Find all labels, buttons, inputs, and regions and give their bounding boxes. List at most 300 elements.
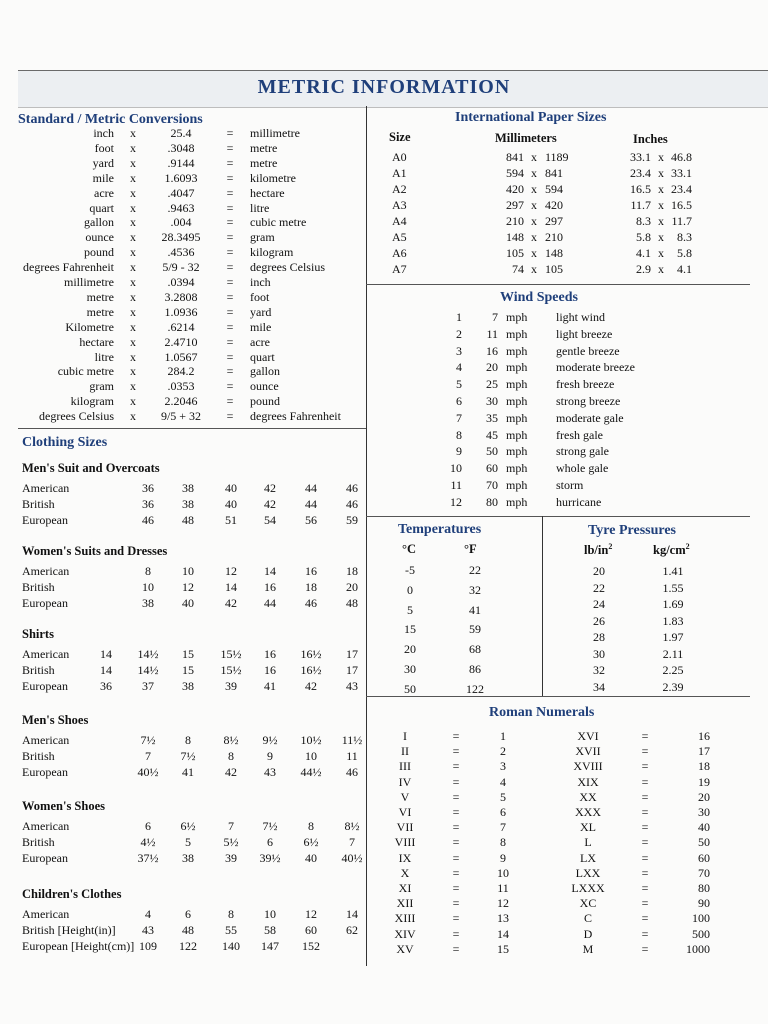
clothing-group-title: Shirts [22, 627, 54, 641]
arabic-number: 19 [698, 774, 710, 789]
kg-value: 2.25 [662, 663, 684, 677]
fahrenheit-value: 41 [469, 602, 481, 617]
to-unit: quart [250, 349, 275, 364]
size-value: 20 [346, 580, 358, 594]
size-value: 14 [100, 647, 112, 661]
paper-row [0, 150, 768, 165]
celsius-value: -5 [405, 563, 415, 577]
equals-sign: = [226, 364, 234, 379]
factor: 284.2 [167, 364, 195, 379]
kg-value: 1.69 [662, 597, 684, 611]
size-value: 8½ [223, 733, 239, 747]
lb-value: 30 [593, 646, 605, 661]
size-value: 54 [264, 513, 276, 527]
tyre-row [0, 630, 768, 645]
roman-equals: = [641, 881, 649, 895]
size-value: 48 [182, 923, 194, 937]
roman-equals: = [641, 805, 649, 819]
tyre-row [0, 564, 768, 579]
size-value: 8 [228, 907, 234, 921]
kg-value: 1.55 [662, 580, 684, 595]
size-value: 55 [225, 923, 237, 937]
equals-sign: = [226, 349, 234, 364]
celsius-value: 30 [404, 662, 416, 676]
mm-width: 105 [506, 246, 524, 260]
wind-description: whole gale [556, 461, 609, 476]
tyre-row [0, 680, 768, 695]
size-value: 8 [185, 733, 191, 747]
to-unit: metre [250, 155, 278, 170]
roman-row-right [0, 729, 768, 744]
tyre-heading: Tyre Pressures [588, 523, 677, 538]
wind-row [0, 444, 768, 459]
lb-value: 24 [593, 597, 605, 611]
beaufort-force: 6 [456, 394, 462, 408]
size-value: 16 [264, 663, 276, 677]
in-sep: x [658, 182, 664, 196]
equals-sign: = [226, 334, 234, 349]
equals-sign: = [226, 319, 234, 334]
factor: 2.2046 [164, 394, 198, 409]
mm-height: 420 [545, 198, 563, 212]
factor: 5/9 - 32 [162, 260, 200, 275]
arabic-number: 20 [698, 789, 710, 804]
size-value: 44 [264, 596, 276, 610]
times-sign: x [130, 379, 136, 394]
celsius-value: 15 [404, 622, 416, 637]
size-label: American [22, 647, 70, 661]
size-value: 46 [305, 596, 317, 610]
from-unit: Kilometre [65, 319, 114, 334]
wind-row [0, 394, 768, 409]
from-unit: inch [93, 126, 114, 140]
roman-row-right [0, 927, 768, 942]
roman-equals: = [452, 941, 460, 956]
size-value: 15½ [220, 647, 242, 661]
paper-row [0, 182, 768, 197]
in-width: 11.7 [630, 198, 651, 212]
size-value: 7½ [262, 819, 278, 833]
beaufort-force: 1 [456, 310, 462, 324]
lb-value: 28 [593, 630, 605, 644]
size-value: 42 [225, 765, 237, 779]
arabic-number: 15 [497, 941, 509, 956]
kg-value: 1.97 [662, 630, 684, 644]
from-unit: pound [84, 245, 114, 260]
times-sign: x [130, 409, 136, 424]
paper-row [0, 246, 768, 261]
roman-numeral: XXX [575, 805, 601, 819]
roman-row-right [0, 881, 768, 896]
equals-sign: = [226, 304, 234, 319]
size-value: 38 [142, 596, 154, 610]
times-sign: x [130, 155, 136, 170]
size-label: British [Height(in)] [22, 923, 116, 937]
times-sign: x [130, 304, 136, 319]
size-value: 43 [142, 923, 154, 937]
in-width: 4.1 [636, 246, 651, 260]
wind-description: strong breeze [556, 394, 621, 408]
arabic-number: 9 [500, 850, 506, 865]
wind-speed: 60 [486, 461, 498, 476]
to-unit: degrees Celsius [250, 260, 325, 275]
beaufort-force: 3 [456, 343, 462, 358]
paper-size-header: Size [389, 130, 411, 144]
roman-equals: = [452, 729, 460, 743]
wind-unit: mph [506, 461, 528, 476]
size-value: 18 [305, 580, 317, 594]
roman-numeral: XI [398, 881, 412, 895]
wind-speed: 16 [486, 343, 498, 358]
factor: 25.4 [170, 126, 192, 140]
arabic-number: 80 [698, 881, 710, 895]
roman-numeral: XV [396, 941, 414, 956]
in-width: 5.8 [636, 230, 651, 244]
paper-mm-header: Millimeters [495, 131, 557, 145]
size-label: European [22, 596, 68, 610]
size-value: 7 [228, 819, 234, 833]
from-unit: degrees Fahrenheit [23, 260, 114, 275]
size-value: 12 [182, 580, 194, 594]
kg-value: 2.11 [662, 646, 684, 661]
from-unit: foot [94, 140, 114, 155]
size-value: 17 [346, 647, 358, 661]
roman-numeral: III [399, 759, 411, 774]
size-value: 44 [305, 497, 317, 511]
wind-speed: 80 [486, 494, 498, 509]
size-value: 48 [346, 596, 358, 610]
size-value: 42 [225, 596, 237, 610]
beaufort-force: 5 [456, 377, 462, 392]
wind-description: gentle breeze [556, 343, 620, 358]
mm-sep: x [531, 182, 537, 196]
size-value: 7½ [140, 733, 156, 747]
size-value: 44 [305, 481, 317, 495]
in-sep: x [658, 150, 664, 164]
size-value: 14½ [137, 647, 159, 661]
paper-size: A5 [392, 230, 407, 244]
arabic-number: 6 [500, 805, 506, 819]
wind-row [0, 428, 768, 443]
size-value: 37 [142, 679, 154, 693]
times-sign: x [130, 245, 136, 260]
size-label: European [22, 851, 68, 865]
roman-numeral: C [583, 911, 592, 926]
kg-value: 1.83 [662, 613, 684, 628]
mm-width: 148 [506, 230, 524, 244]
to-unit: degrees Fahrenheit [250, 409, 341, 424]
mm-width: 594 [506, 166, 524, 180]
arabic-number: 4 [500, 774, 506, 789]
roman-numeral: V [400, 789, 410, 804]
page-title: METRIC INFORMATION [257, 76, 511, 98]
wind-heading: Wind Speeds [500, 290, 578, 305]
beaufort-force: 7 [456, 410, 462, 425]
roman-numeral: IV [398, 774, 412, 789]
size-value: 38 [182, 481, 194, 495]
size-label: British [22, 580, 55, 594]
times-sign: x [130, 140, 136, 155]
lb-value: 20 [593, 564, 605, 578]
clothing-row [0, 513, 366, 528]
mm-sep: x [531, 150, 537, 164]
size-value: 36 [142, 497, 154, 511]
size-value: 9 [267, 749, 273, 763]
to-unit: kilometre [250, 170, 296, 185]
size-value: 42 [264, 481, 276, 495]
paper-size: A0 [392, 150, 407, 164]
paper-size: A6 [392, 246, 407, 260]
mm-width: 74 [512, 262, 524, 276]
arabic-number: 1 [500, 729, 506, 743]
wind-description: fresh breeze [556, 377, 615, 392]
factor: 2.4710 [164, 334, 198, 349]
paper-row [0, 166, 768, 181]
wind-row [0, 360, 768, 375]
size-value: 16½ [300, 647, 322, 661]
to-unit: yard [250, 304, 272, 319]
size-label: American [22, 907, 70, 921]
wind-speed: 35 [486, 410, 498, 425]
size-value: 15 [182, 663, 194, 677]
roman-numeral: IX [398, 850, 412, 865]
in-width: 2.9 [636, 262, 651, 276]
mm-width: 297 [506, 198, 524, 212]
in-width: 23.4 [630, 166, 651, 180]
wind-unit: mph [506, 394, 528, 408]
roman-numeral: XL [580, 820, 596, 835]
wind-row [0, 461, 768, 476]
in-sep: x [658, 230, 664, 244]
conversions-heading: Standard / Metric Conversions [18, 112, 203, 127]
size-label: European [Height(cm)] [22, 939, 135, 953]
temperatures-heading: Temperatures [398, 522, 482, 537]
roman-equals: = [641, 850, 649, 865]
to-unit: kilogram [250, 245, 294, 260]
from-unit: litre [94, 349, 114, 364]
in-sep: x [658, 262, 664, 276]
size-value: 12 [225, 564, 237, 578]
to-unit: inch [250, 275, 271, 289]
size-value: 43 [264, 765, 276, 779]
roman-numeral: II [401, 744, 409, 759]
size-value: 38 [182, 497, 194, 511]
size-value: 46 [346, 765, 358, 779]
equals-sign: = [226, 245, 234, 260]
times-sign: x [130, 200, 136, 215]
roman-numeral: XC [579, 896, 597, 911]
equals-sign: = [226, 409, 234, 424]
size-value: 16½ [300, 663, 322, 677]
size-label: European [22, 513, 68, 527]
wind-unit: mph [506, 377, 528, 392]
times-sign: x [130, 275, 136, 289]
factor: .0353 [167, 379, 195, 394]
factor: .0394 [167, 275, 195, 289]
roman-equals: = [641, 744, 649, 759]
roman-numeral: X [400, 865, 410, 880]
roman-numeral: XX [579, 789, 597, 804]
beaufort-force: 10 [450, 461, 462, 476]
size-value: 51 [225, 513, 237, 527]
arabic-number: 13 [497, 911, 509, 926]
equals-sign: = [226, 155, 234, 170]
factor: .004 [170, 215, 192, 230]
roman-row-right [0, 896, 768, 911]
size-value: 5½ [223, 835, 239, 849]
from-unit: gram [89, 379, 114, 394]
roman-numeral: L [584, 835, 592, 850]
beaufort-force: 8 [456, 427, 462, 442]
to-unit: cubic metre [250, 215, 307, 230]
factor: 9/5 + 32 [160, 409, 202, 424]
roman-numeral: M [582, 941, 594, 956]
roman-equals: = [452, 850, 460, 865]
equals-sign: = [226, 260, 234, 275]
to-unit: litre [250, 200, 270, 215]
wind-description: light wind [556, 310, 606, 324]
size-value: 5 [185, 835, 191, 849]
size-value: 6 [145, 819, 151, 833]
clothing-group-title: Children's Clothes [22, 887, 122, 901]
in-height: 16.5 [671, 198, 692, 212]
size-value: 40½ [137, 765, 159, 779]
size-value: 60 [305, 923, 317, 937]
arabic-number: 7 [500, 820, 506, 835]
paper-row [0, 198, 768, 213]
conversion-row [0, 126, 366, 141]
factor: 1.6093 [164, 170, 198, 185]
wind-speed: 70 [486, 478, 498, 492]
wind-speed: 30 [486, 394, 498, 408]
roman-equals: = [641, 911, 649, 926]
arabic-number: 30 [698, 805, 710, 819]
roman-equals: = [452, 805, 460, 819]
size-value: 41 [264, 679, 276, 693]
to-unit: metre [250, 140, 278, 155]
wind-speed: 7 [492, 310, 498, 324]
size-value: 43 [346, 679, 358, 693]
roman-numeral: LXXX [571, 881, 605, 895]
size-value: 10 [264, 907, 276, 921]
size-value: 109 [139, 939, 157, 953]
wind-unit: mph [506, 310, 528, 324]
size-value: 4 [145, 907, 151, 921]
clothing-group-title: Women's Shoes [22, 799, 106, 813]
arabic-number: 3 [500, 759, 506, 774]
wind-row [0, 478, 768, 493]
size-value: 46 [346, 481, 358, 495]
times-sign: x [130, 170, 136, 185]
roman-equals: = [641, 865, 649, 880]
to-unit: foot [250, 289, 270, 304]
equals-sign: = [226, 126, 234, 140]
size-value: 40 [182, 596, 194, 610]
arabic-number: 100 [692, 911, 710, 926]
size-value: 16 [305, 564, 317, 578]
size-value: 46 [142, 513, 154, 527]
to-unit: pound [250, 394, 280, 409]
wind-row [0, 411, 768, 426]
tyre-row [0, 597, 768, 612]
mm-height: 1189 [545, 150, 569, 164]
in-height: 46.8 [671, 150, 692, 164]
arabic-number: 1000 [686, 941, 710, 956]
celsius-header: °C [402, 542, 417, 556]
beaufort-force: 11 [450, 478, 462, 492]
lb-value: 26 [593, 613, 605, 628]
roman-equals: = [452, 865, 460, 880]
arabic-number: 500 [692, 926, 710, 941]
size-value: 8 [228, 749, 234, 763]
size-value: 11½ [341, 733, 363, 747]
roman-row-right [0, 744, 768, 759]
paper-size: A2 [392, 182, 407, 196]
tyre-row [0, 614, 768, 629]
in-width: 8.3 [636, 214, 651, 228]
wind-description: light breeze [556, 326, 613, 341]
wind-speed: 11 [486, 326, 498, 341]
size-value: 7½ [180, 749, 196, 763]
size-value: 42 [305, 679, 317, 693]
in-height: 11.7 [671, 214, 692, 228]
size-value: 46 [346, 497, 358, 511]
in-height: 33.1 [671, 166, 692, 180]
times-sign: x [130, 334, 136, 349]
size-value: 6 [185, 907, 191, 921]
arabic-number: 2 [500, 744, 506, 759]
roman-equals: = [452, 820, 460, 835]
size-value: 8 [145, 564, 151, 578]
mm-sep: x [531, 166, 537, 180]
size-value: 10½ [300, 733, 322, 747]
paper-size: A3 [392, 198, 407, 212]
times-sign: x [130, 349, 136, 364]
equals-sign: = [226, 200, 234, 215]
paper-heading: International Paper Sizes [455, 110, 607, 125]
arabic-number: 40 [698, 820, 710, 835]
size-value: 14 [225, 580, 237, 594]
roman-numeral: XII [396, 896, 414, 911]
paper-size: A7 [392, 262, 407, 276]
mm-height: 210 [545, 230, 563, 244]
size-value: 6 [267, 835, 273, 849]
wind-speed: 20 [486, 360, 498, 375]
roman-numeral: XVII [575, 744, 601, 759]
roman-numeral: VII [396, 820, 414, 835]
roman-numeral: VI [398, 805, 412, 819]
from-unit: degrees Celsius [39, 409, 114, 424]
size-value: 39 [225, 679, 237, 693]
celsius-value: 50 [404, 681, 416, 696]
size-value: 10 [305, 749, 317, 763]
roman-numeral: I [403, 729, 407, 743]
paper-row [0, 262, 768, 277]
equals-sign: = [226, 185, 234, 200]
wind-description: hurricane [556, 494, 602, 509]
size-label: American [22, 819, 70, 833]
roman-equals: = [452, 911, 460, 926]
size-value: 14 [346, 907, 358, 921]
mm-height: 148 [545, 246, 563, 260]
wind-unit: mph [506, 326, 528, 341]
size-value: 40 [225, 481, 237, 495]
size-value: 40 [225, 497, 237, 511]
fahrenheit-value: 22 [469, 563, 481, 577]
wind-unit: mph [506, 360, 528, 375]
size-value: 58 [264, 923, 276, 937]
wind-speed: 50 [486, 444, 498, 459]
